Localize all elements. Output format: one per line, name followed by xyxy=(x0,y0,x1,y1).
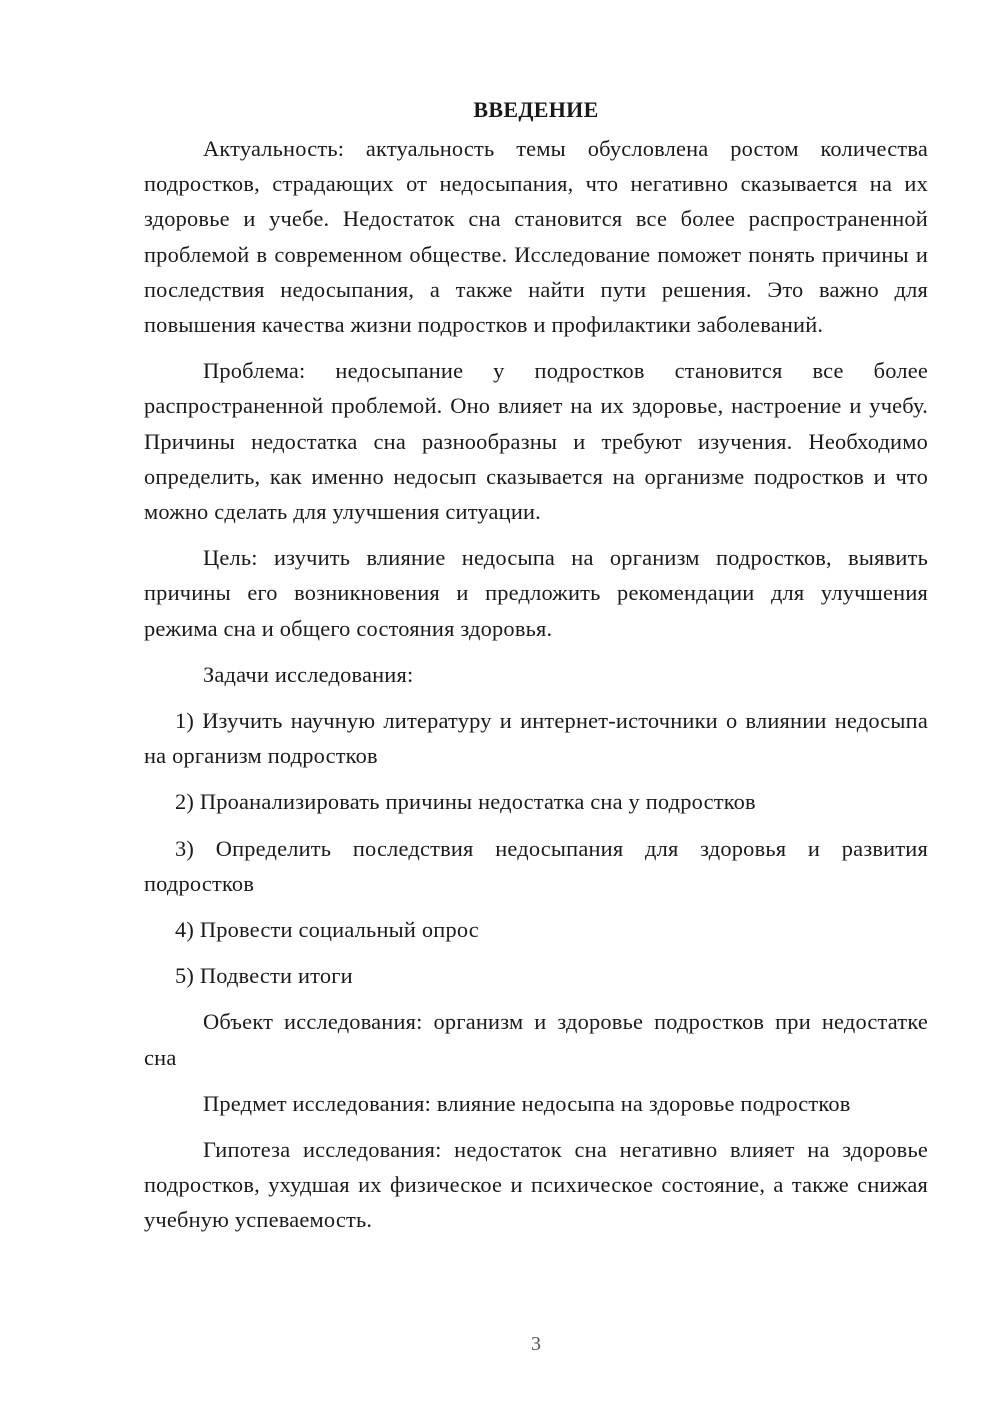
subject-paragraph: Предмет исследования: влияние недосыпа на здоровье подростков xyxy=(203,1090,851,1116)
task-item: 5) Подвести итоги xyxy=(175,963,353,989)
task-item: 3) Определить последствия недосыпания для здоровья и развития подростков xyxy=(144,835,928,896)
goal-paragraph: Цель: изучить влияние недосыпа на организм подростков, выявить причины его возникновения и предложить рекомендации для улучшения режима сна и общего состояния здоровья. xyxy=(144,545,928,641)
task-item: 4) Провести социальный опрос xyxy=(175,917,479,943)
problem-paragraph: Проблема: недосыпание у подростков становится все более распространенной проблемой. Оно влияет на их здоровье, настроение и учебу. Причины недостатка сна разнообразны и требуют изучения. Необходимо определить, как именно недосып сказывается на организме подростков и что можно сделать для улучшения ситуации. xyxy=(144,358,928,525)
tasks-title: Задачи исследования: xyxy=(203,661,414,687)
document-page xyxy=(144,92,928,1249)
relevance-paragraph: Актуальность: актуальность темы обусловлена ростом количества подростков, страдающих от недосыпания, что негативно сказывается на их здоровье и учебе. Недостаток сна становится все более распространенной проблемой в современном обществе. Исследование поможет понять причины и последствия недосыпания, а также найти пути решения. Это важно для повышения качества жизни подростков и профилактики заболеваний. xyxy=(144,136,928,338)
page-number: 3 xyxy=(531,1333,541,1355)
task-item: 1) Изучить научную литературу и интернет-источники о влиянии недосыпа на организм подростков xyxy=(144,708,928,769)
task-item: 2) Проанализировать причины недостатка сна у подростков xyxy=(175,789,756,815)
hypothesis-paragraph: Гипотеза исследования: недостаток сна негативно влияет на здоровье подростков, ухудшая их физическое и психическое состояние, а также снижая учебную успеваемость. xyxy=(144,1137,928,1233)
page-title: ВВЕДЕНИЕ xyxy=(473,97,599,122)
object-paragraph: Объект исследования: организм и здоровье подростков при недостатке сна xyxy=(144,1009,928,1070)
